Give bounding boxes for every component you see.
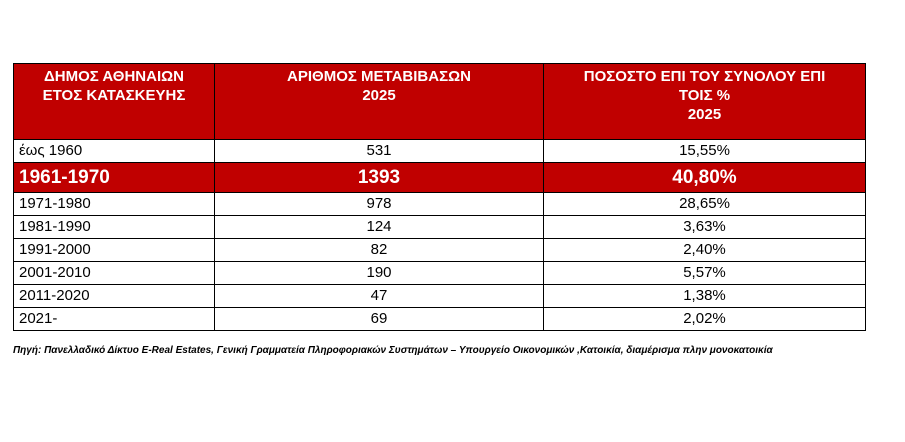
cell-percent: 15,55% [544, 140, 866, 163]
header-construction-year [14, 64, 215, 140]
cell-transfer-count: 190 [215, 262, 544, 285]
header-row [14, 64, 866, 140]
table-header [14, 64, 866, 140]
table-row [14, 262, 866, 285]
table-row [14, 163, 866, 193]
cell-period: 1991-2000 [14, 239, 215, 262]
cell-percent: 28,65% [544, 193, 866, 216]
cell-transfer-count: 82 [215, 239, 544, 262]
header-percent-of-total [544, 64, 866, 140]
cell-percent: 2,02% [544, 308, 866, 331]
cell-period: 1971-1980 [14, 193, 215, 216]
cell-percent: 2,40% [544, 239, 866, 262]
cell-period: έως 1960 [14, 140, 215, 163]
header-line: 2025 [362, 87, 396, 104]
cell-transfer-count: 124 [215, 216, 544, 239]
cell-transfer-count: 978 [215, 193, 544, 216]
table-body [14, 140, 866, 331]
cell-transfer-count: 531 [215, 140, 544, 163]
cell-transfer-count: 1393 [215, 163, 544, 193]
table-row [14, 216, 866, 239]
header-line: ΔΗΜΟΣ ΑΘΗΝΑΙΩΝ [43, 68, 184, 85]
table-row [14, 140, 866, 163]
cell-transfer-count: 69 [215, 308, 544, 331]
cell-percent: 40,80% [544, 163, 866, 193]
table-row [14, 239, 866, 262]
cell-transfer-count: 47 [215, 285, 544, 308]
cell-period: 2021- [14, 308, 215, 331]
header-line: ΑΡΙΘΜΟΣ ΜΕΤΑΒΙΒΑΣΩΝ [287, 68, 471, 85]
header-line: ΕΤΟΣ ΚΑΤΑΣΚΕΥΗΣ [42, 87, 186, 104]
table-row [14, 285, 866, 308]
cell-period: 1981-1990 [14, 216, 215, 239]
header-transfer-count [215, 64, 544, 140]
transfers-table [13, 63, 866, 331]
table-row [14, 308, 866, 331]
cell-percent: 1,38% [544, 285, 866, 308]
data-table-container [13, 63, 865, 331]
source-note: Πηγή: Πανελλαδικό Δίκτυο E-Real Estates, Γενική Γραμματεία Πληροφοριακών Συστημάτων – Υπουργείο Οικονομικών ,Κατοικία, διαμέρισμα πλην μονοκατοικία [13, 345, 773, 356]
cell-percent: 3,63% [544, 216, 866, 239]
table-row [14, 193, 866, 216]
cell-period: 2011-2020 [14, 285, 215, 308]
cell-percent: 5,57% [544, 262, 866, 285]
cell-period: 2001-2010 [14, 262, 215, 285]
header-line: ΤΟΙΣ % [678, 87, 731, 104]
header-line: ΠΟΣΟΣΤΟ ΕΠΙ ΤΟΥ ΣΥΝΟΛΟΥ ΕΠΙ [583, 68, 826, 85]
cell-period: 1961-1970 [14, 163, 215, 193]
header-line: 2025 [687, 106, 722, 123]
